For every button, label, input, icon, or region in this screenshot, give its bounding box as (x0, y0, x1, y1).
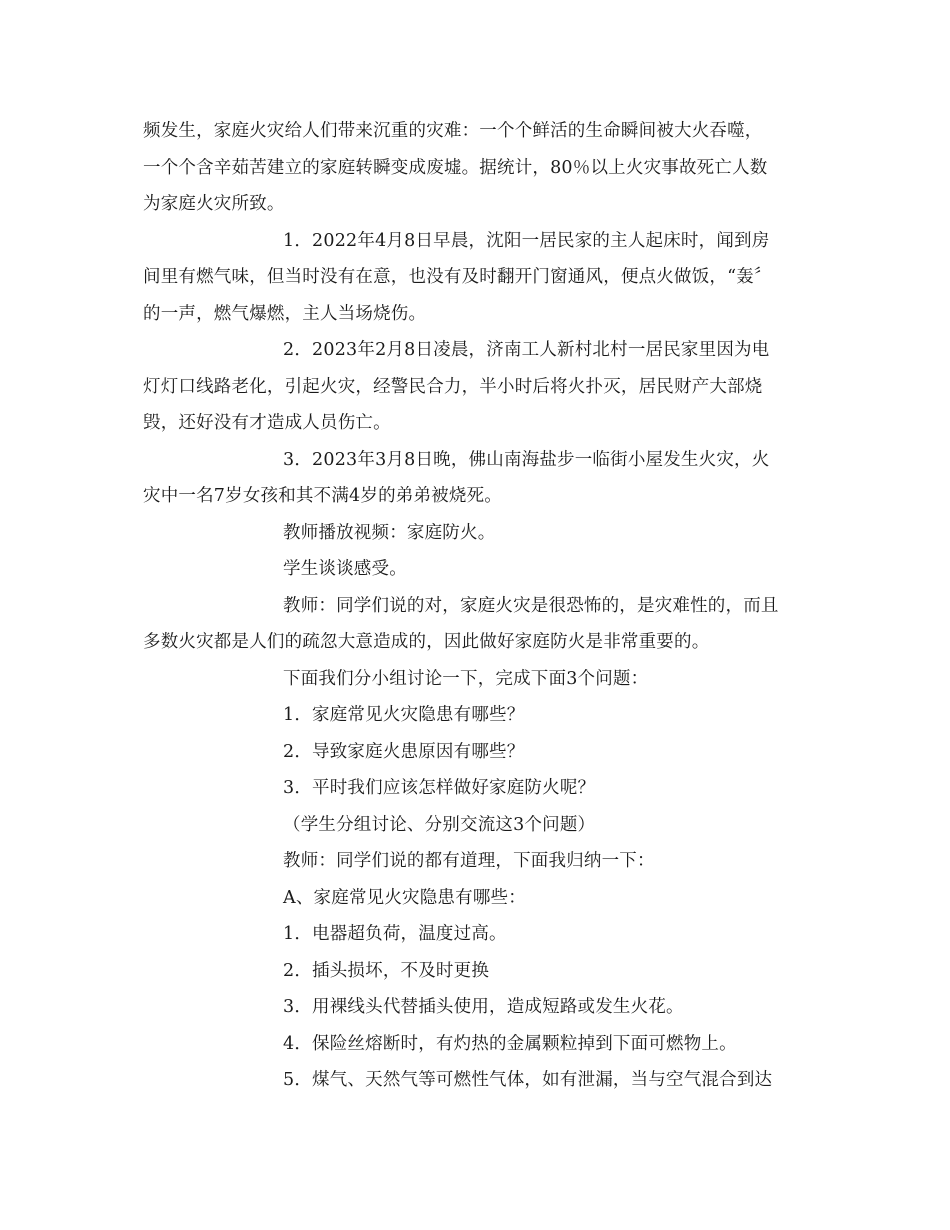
section-a-heading: A、家庭常见火灾隐患有哪些： (283, 887, 526, 908)
intro-line-2: 一个个含辛茹苦建立的家庭转瞬变成废墟。据统计，80％以上火灾事故死亡人数 (143, 157, 768, 178)
hazard-2: 2．插头损坏，不及时更换 (283, 960, 490, 981)
case-2-line-3: 毁，还好没有才造成人员伤亡。 (143, 413, 391, 433)
intro-line-1: 频发生，家庭火灾给人们带来沉重的灾难：一个个鲜活的生命瞬间被大火吞噬， (143, 121, 763, 141)
question-3: 3．平时我们应该怎样做好家庭防火呢？ (283, 778, 596, 798)
case-2-line-2: 灯灯口线路老化，引起火灾，经警民合力，半小时后将火扑灭，居民财产大部烧 (143, 376, 763, 397)
hazard-3: 3．用裸线头代替插头使用，造成短路或发生火花。 (283, 997, 684, 1017)
intro-line-3: 为家庭火灾所致。 (143, 194, 285, 214)
video-line: 教师播放视频：家庭防火。 (283, 522, 496, 543)
case-1-line-3: 的一声，燃气爆燃，主人当场烧伤。 (143, 303, 427, 324)
case-1-line-2: 间里有燃气味，但当时没有在意，也没有及时翻开门窗通风，便点火做饭，“轰〞 (143, 267, 772, 287)
case-3-line-2: 灾中一名7岁女孩和其不满4岁的弟弟被烧死。 (143, 486, 502, 506)
feel-line: 学生谈谈感受。 (283, 559, 407, 579)
group-note: （学生分组讨论、分别交流这3个问题） (283, 814, 596, 835)
document-page (143, 113, 815, 1099)
summary-intro: 教师：同学们说的都有道理，下面我归纳一下： (283, 851, 655, 871)
discuss-intro: 下面我们分小组讨论一下，完成下面3个问题： (283, 668, 649, 689)
question-1: 1．家庭常见火灾隐患有哪些？ (283, 705, 525, 725)
case-1-line-1: 1．2022年4月8日早晨，沈阳一居民家的主人起床时，闻到房 (283, 230, 770, 251)
case-2-line-1: 2．2023年2月8日凌晨，济南工人新村北村一居民家里因为电 (283, 340, 770, 360)
case-3-line-1: 3．2023年3月8日晚，佛山南海盐步一临街小屋发生火灾，火 (283, 449, 770, 470)
teacher-line-2: 多数火灾都是人们的疏忽大意造成的，因此做好家庭防火是非常重要的。 (143, 632, 710, 652)
hazard-1: 1．电器超负荷，温度过高。 (283, 924, 507, 944)
question-2: 2．导致家庭火患原因有哪些？ (283, 741, 525, 762)
hazard-4: 4．保险丝熔断时，有灼热的金属颗粒掉到下面可燃物上。 (283, 1033, 737, 1054)
hazard-5: 5．煤气、天然气等可燃性气体，如有泄漏，当与空气混合到达 (283, 1070, 773, 1090)
teacher-line-1: 教师：同学们说的对，家庭火灾是很恐怖的，是灾难性的，而且 (283, 595, 779, 616)
